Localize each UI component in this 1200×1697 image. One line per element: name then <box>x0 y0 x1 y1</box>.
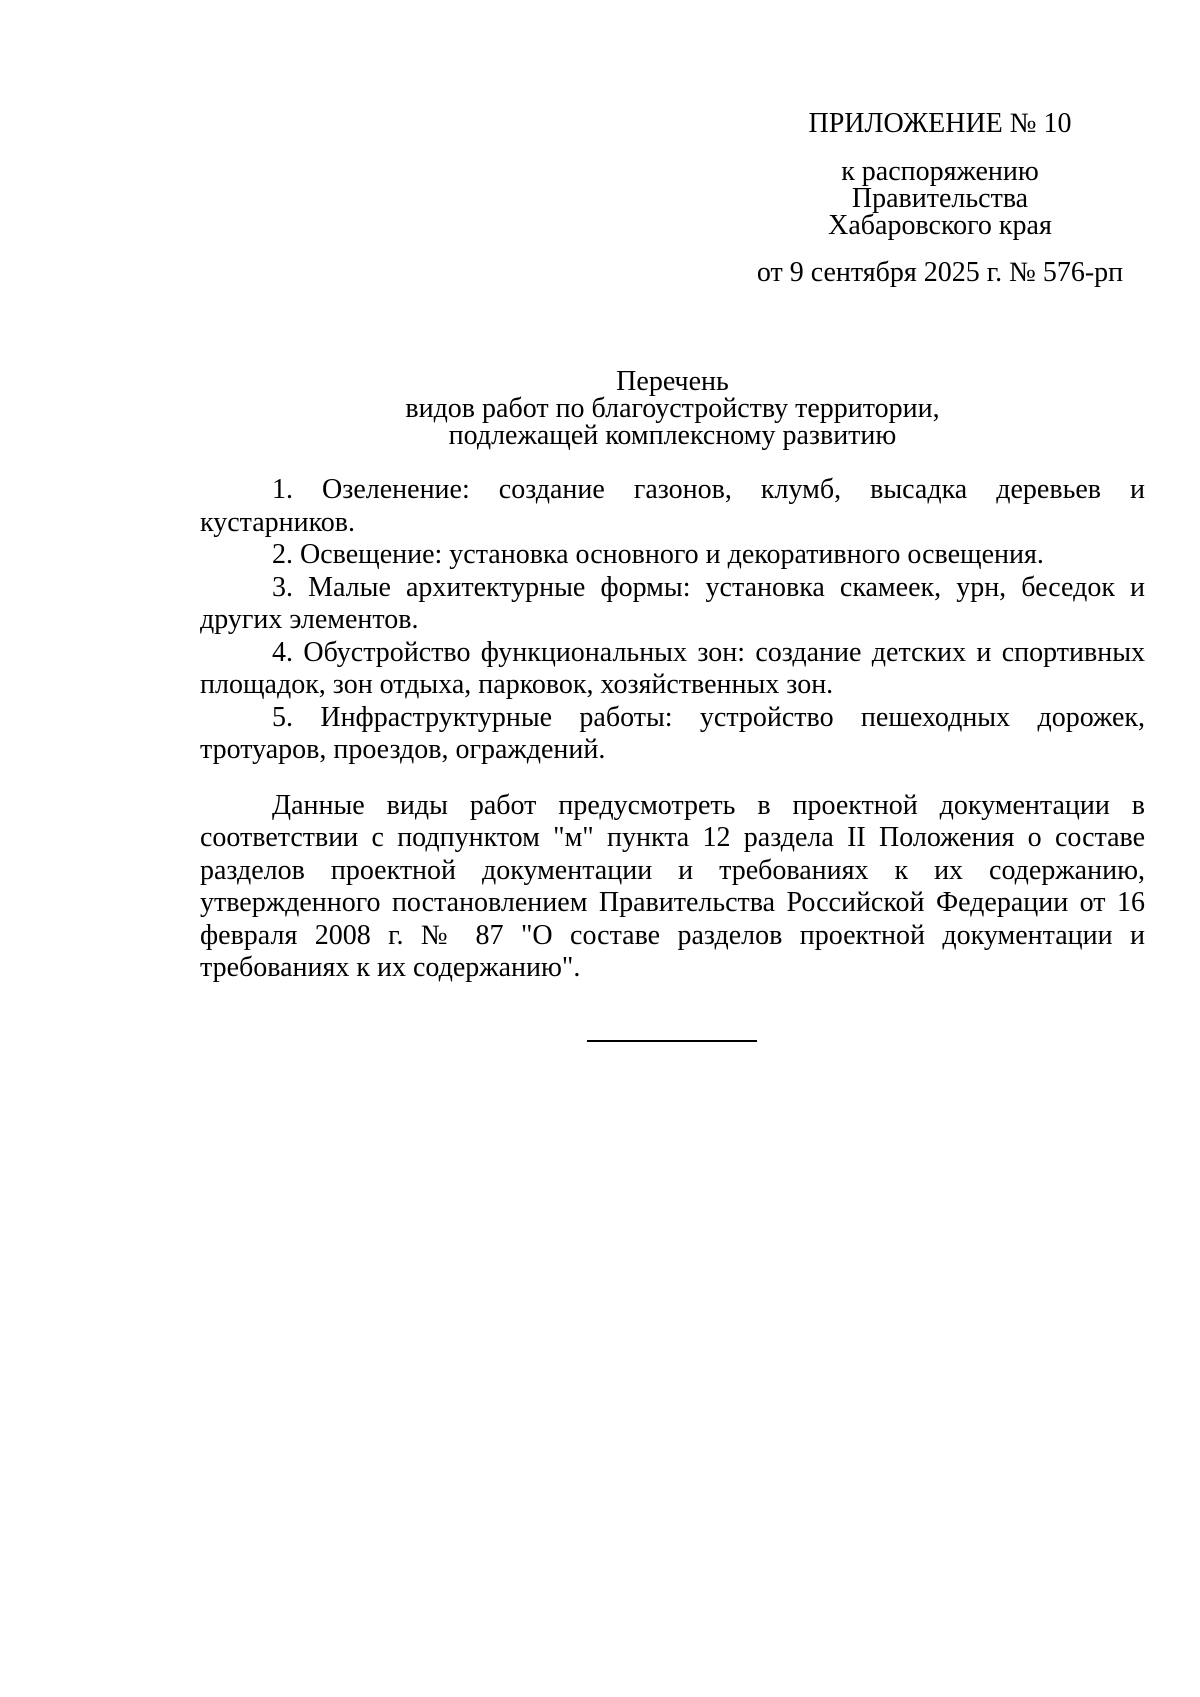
list-item-number: 5. <box>272 701 293 733</box>
list-item <box>200 572 1145 637</box>
document-title <box>200 368 1145 449</box>
list-item <box>200 474 1145 539</box>
end-of-document-line <box>587 1040 757 1042</box>
annex-line-region: Хабаровского края <box>828 210 1052 241</box>
title-line-1: Перечень <box>616 366 729 397</box>
title-line-2: видов работ по благоустройству территории, <box>405 393 940 424</box>
annex-header <box>740 110 1140 287</box>
list-item-text: Малые архитектурные формы: установка скамеек, урн, беседок и других элементов. <box>200 571 1146 635</box>
annex-date: от 9 сентября 2025 г. № 576-рп <box>756 257 1124 288</box>
closing-paragraph: Данные виды работ предусмотреть в проектной документации в соответствии с подпунктом "м" пункта 12 раздела II Положения о составе разделов проектной документации и требованиях к их содержанию, утвержденного постановлением Правительства Российской Федерации от 16 февраля 2008 г. № 87 "О составе разделов проектной документации и требованиях к их содержанию". <box>200 789 1145 983</box>
list-item-text: Озеленение: создание газонов, клумб, высадка деревьев и кустарников. <box>200 474 1146 538</box>
list-item-number: 4. <box>272 636 293 668</box>
list-item-text: Обустройство функциональных зон: создание детских и спортивных площадок, зон отдыха, парковок, хозяйственных зон. <box>200 636 1146 700</box>
list-item-number: 2. <box>272 539 293 570</box>
list-item-text: Освещение: установка основного и декоративного освещения. <box>300 539 1044 570</box>
list-item <box>200 702 1145 767</box>
annex-line-order: к распоряжению <box>841 156 1039 187</box>
list-item-number: 1. <box>272 474 293 505</box>
annex-line-government: Правительства <box>851 183 1029 214</box>
annex-title: ПРИЛОЖЕНИЕ № 10 <box>808 108 1072 139</box>
document-body <box>200 474 1145 985</box>
list-item-text: Инфраструктурные работы: устройство пешеходных дорожек, тротуаров, проездов, ограждений. <box>200 701 1146 765</box>
list-item <box>200 637 1145 702</box>
title-line-3: подлежащей комплексному развитию <box>448 420 897 451</box>
list-item <box>200 539 1145 572</box>
list-item-number: 3. <box>272 571 293 603</box>
